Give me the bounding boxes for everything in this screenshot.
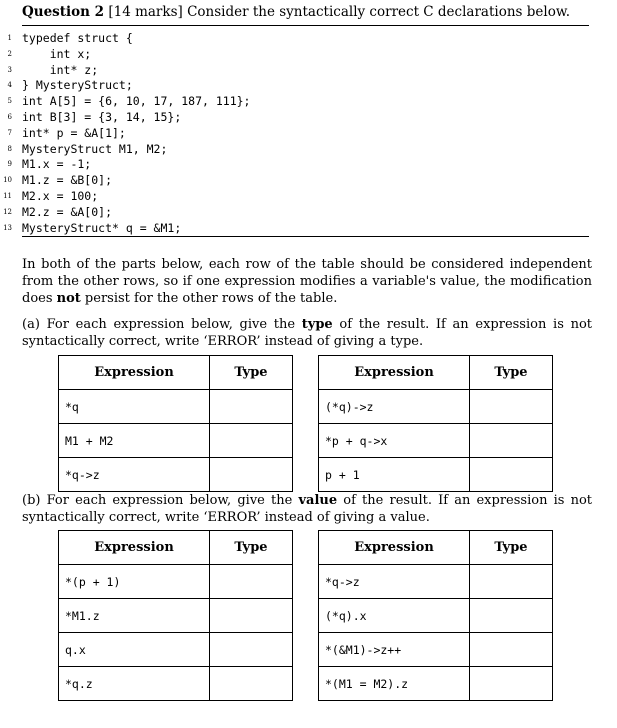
- expression-cell: *q->z: [319, 565, 470, 599]
- code-text: } MysteryStruct;: [22, 78, 133, 93]
- table-row: [59, 633, 293, 667]
- part-b-prompt: [22, 492, 592, 526]
- code-text: int* p = &A[1];: [22, 125, 126, 140]
- table-row: [319, 633, 553, 667]
- code-text: int* z;: [22, 62, 99, 77]
- table-row: [319, 458, 553, 492]
- instructions-text: In both of the parts below, each row of the table should be considered independent from the other rows, so if one expression modifies a variable's value, the modification does: [22, 257, 592, 306]
- answer-cell[interactable]: [210, 390, 293, 424]
- part-a-emphasis: type: [301, 317, 333, 332]
- question-intro: Consider the syntactically correct C declarations below.: [187, 4, 571, 20]
- answer-cell[interactable]: [470, 599, 553, 633]
- line-number: 7: [7, 128, 12, 137]
- type-header: Type: [210, 531, 293, 565]
- expression-cell: *(&M1)->z++: [319, 633, 470, 667]
- expression-cell: M1 + M2: [59, 424, 210, 458]
- code-text: M1.z = &B[0];: [22, 173, 113, 188]
- answer-cell[interactable]: [470, 633, 553, 667]
- code-line: [0, 109, 600, 125]
- expression-cell: (*q)->z: [319, 390, 470, 424]
- line-number: 10: [3, 176, 12, 185]
- expression-cell: (*q).x: [319, 599, 470, 633]
- bottom-rule: [22, 236, 589, 237]
- table-row: [319, 390, 553, 424]
- table-row: [59, 390, 293, 424]
- part-a-text-end: of the result. If an expression is not syntactically correct, write ‘ERROR’ instead of giving a type.: [22, 317, 592, 349]
- answer-cell[interactable]: [210, 565, 293, 599]
- line-number: 12: [3, 207, 12, 216]
- line-number: 2: [7, 49, 12, 58]
- answer-cell[interactable]: [470, 667, 553, 701]
- expression-cell: *q.z: [59, 667, 210, 701]
- part-b-right-table: [318, 530, 553, 701]
- code-line: [0, 188, 600, 204]
- instructions-text-end: persist for the other rows of the table.: [80, 291, 338, 306]
- code-text: MysteryStruct* q = &M1;: [22, 220, 182, 235]
- part-a-right-table: [318, 355, 553, 492]
- line-number: 13: [3, 223, 12, 232]
- question-marks: [14 marks]: [108, 4, 183, 20]
- expression-cell: q.x: [59, 633, 210, 667]
- expression-header: Expression: [59, 531, 210, 565]
- code-line: [0, 204, 600, 220]
- code-line: [0, 93, 600, 109]
- code-line: [0, 220, 600, 236]
- expression-cell: *M1.z: [59, 599, 210, 633]
- answer-cell[interactable]: [470, 390, 553, 424]
- line-number: 11: [3, 192, 12, 200]
- code-text: M2.x = 100;: [22, 189, 99, 203]
- code-text: MysteryStruct M1, M2;: [22, 141, 168, 156]
- expression-header: Expression: [59, 356, 210, 390]
- line-number: 9: [7, 160, 12, 169]
- table-row: [59, 565, 293, 599]
- code-line: [0, 141, 600, 157]
- line-number: 4: [7, 81, 12, 90]
- code-text: typedef struct {: [22, 31, 133, 45]
- answer-cell[interactable]: [470, 424, 553, 458]
- expression-cell: p + 1: [319, 458, 470, 492]
- table-row: [319, 424, 553, 458]
- code-text: int B[3] = {3, 14, 15};: [22, 110, 182, 124]
- answer-cell[interactable]: [210, 633, 293, 667]
- expression-header: Expression: [319, 356, 470, 390]
- code-line: [0, 172, 600, 188]
- code-line: [0, 46, 600, 62]
- code-text: M2.z = &A[0];: [22, 204, 113, 219]
- line-number: 6: [7, 113, 12, 121]
- code-line: [0, 77, 600, 93]
- part-a-left-table: [58, 355, 293, 492]
- part-b-emphasis: value: [298, 493, 338, 508]
- expression-cell: *(p + 1): [59, 565, 210, 599]
- line-number: 8: [7, 144, 12, 153]
- expression-cell: *p + q->x: [319, 424, 470, 458]
- expression-cell: *q->z: [59, 458, 210, 492]
- type-header: Type: [470, 531, 553, 565]
- table-row: [59, 424, 293, 458]
- answer-cell[interactable]: [470, 458, 553, 492]
- part-b-text-end: of the result. If an expression is not syntactically correct, write ‘ERROR’ instead of giving a value.: [22, 493, 592, 525]
- table-row: [59, 458, 293, 492]
- code-line: [0, 156, 600, 172]
- expression-cell: *(M1 = M2).z: [319, 667, 470, 701]
- line-number: 1: [7, 34, 12, 42]
- question-label: Question 2: [22, 4, 105, 20]
- answer-cell[interactable]: [210, 667, 293, 701]
- table-row: [59, 599, 293, 633]
- part-a-prompt: [22, 316, 592, 350]
- type-header: Type: [470, 356, 553, 390]
- answer-cell[interactable]: [470, 565, 553, 599]
- part-a-text: (a) For each expression below, give the: [22, 317, 302, 332]
- answer-cell[interactable]: [210, 458, 293, 492]
- type-header: Type: [210, 356, 293, 390]
- code-text: int A[5] = {6, 10, 17, 187, 111};: [22, 94, 251, 109]
- line-number: 3: [7, 65, 12, 74]
- code-line: [0, 125, 600, 141]
- answer-cell[interactable]: [210, 599, 293, 633]
- expression-header: Expression: [319, 531, 470, 565]
- top-rule: [22, 25, 589, 26]
- table-row: [59, 667, 293, 701]
- line-number: 5: [7, 97, 12, 106]
- code-text: int x;: [22, 46, 92, 61]
- table-row: [319, 667, 553, 701]
- instructions-paragraph: [22, 256, 592, 307]
- code-text: M1.x = -1;: [22, 157, 92, 172]
- code-line: [0, 62, 600, 78]
- part-b-text: (b) For each expression below, give the: [22, 493, 299, 508]
- table-row: [319, 565, 553, 599]
- table-row: [319, 599, 553, 633]
- instructions-emphasis: not: [56, 291, 81, 306]
- question-title: [22, 4, 570, 20]
- code-line: [0, 30, 600, 46]
- expression-cell: *q: [59, 390, 210, 424]
- answer-cell[interactable]: [210, 424, 293, 458]
- part-b-left-table: [58, 530, 293, 701]
